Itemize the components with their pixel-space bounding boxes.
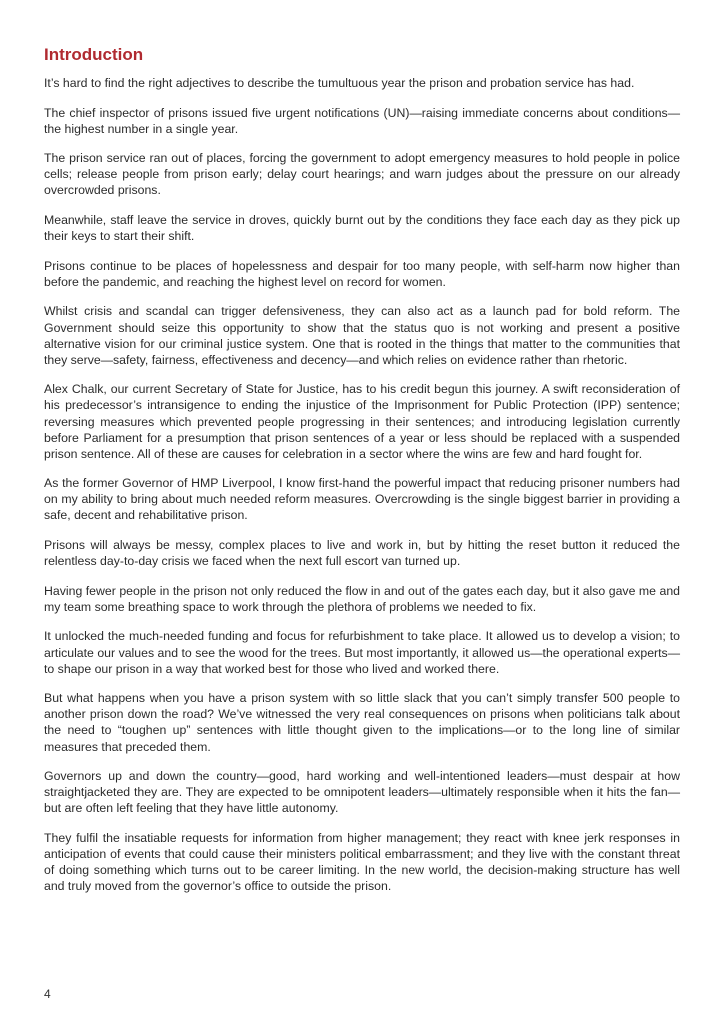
- paragraph: It’s hard to find the right adjectives to describe the tumultuous year the prison and probation service has had.: [44, 76, 635, 90]
- paragraph: As the former Governor of HMP Liverpool, I know first-hand the powerful impact that reducing prisoner numbers had on my ability to bring about much needed reform measures. Overcrowding is the single biggest barrier in providing a safe, decent and rehabilitative prison.: [44, 476, 680, 523]
- paragraph: The prison service ran out of places, forcing the government to adopt emergency measures to hold people in police cells; release people from prison early; delay court hearings; and warn judges about the pressure on our already overcrowded prisons.: [44, 151, 680, 198]
- paragraph: Whilst crisis and scandal can trigger defensiveness, they can also act as a launch pad for bold reform. The Government should seize this opportunity to show that the status quo is not working and present a positive alternative vision for our criminal justice system. One that is rooted in the things that matter to the communities that they serve—safety, fairness, effectiveness and decency—and which relies on evidence rather than rhetoric.: [44, 304, 680, 367]
- paragraph: The chief inspector of prisons issued five urgent notifications (UN)—raising immediate concerns about conditions—the highest number in a single year.: [44, 105, 680, 136]
- section-heading: Introduction: [44, 45, 144, 64]
- paragraph: They fulfil the insatiable requests for information from higher management; they react with knee jerk responses in anticipation of events that could cause their ministers political embarrassment; and they live with the constant threat of doing something which turns out to be career limiting. In the new world, the decision-making structure has well and truly moved from the governor’s office to outside the prison.: [44, 830, 680, 894]
- paragraph: Having fewer people in the prison not only reduced the flow in and out of the gates each day, but it also gave me and my team some breathing space to work through the plethora of problems we needed to fix.: [44, 583, 680, 614]
- page-number: 4: [44, 987, 51, 1001]
- paragraph: Prisons will always be messy, complex places to live and work in, but by hitting the reset button it reduced the relentless day-to-day crisis we faced when the next full escort van turned up.: [44, 538, 680, 569]
- paragraph: It unlocked the much-needed funding and focus for refurbishment to take place. It allowed us to develop a vision; to articulate our values and to see the wood for the trees. But most importantly, it allowed us—the operational experts—to shape our prison in a way that worked best for those who lived and worked there.: [44, 629, 680, 676]
- paragraph: Meanwhile, staff leave the service in droves, quickly burnt out by the conditions they face each day as they pick up their keys to start their shift.: [44, 213, 680, 244]
- paragraph: But what happens when you have a prison system with so little slack that you can’t simply transfer 500 people to another prison down the road? We’ve witnessed the very real consequences on prisons when politicians talk about the need to “toughen up” sentences with little thought given to the implications—or to the long line of similar measures that preceded them.: [44, 691, 680, 754]
- paragraph: Alex Chalk, our current Secretary of State for Justice, has to his credit begun this journey. A swift reconsideration of his predecessor’s intransigence to ending the injustice of the Imprisonment for Public Protection (IPP) sentence; reversing measures which prevented people progressing in their sentences; and introducing legislation currently before Parliament for a presumption that prison sentences of a year or less should be replaced with a suspended prison sentence. All of these are causes for celebration in a sector where the wins are few and hard fought for.: [44, 382, 680, 461]
- paragraph: Governors up and down the country—good, hard working and well-intentioned leaders—must despair at how straightjacketed they are. They are expected to be omnipotent leaders—ultimately responsible when it hits the fan—but are often left feeling that they have little autonomy.: [44, 769, 680, 816]
- paragraph: Prisons continue to be places of hopelessness and despair for too many people, with self-harm now higher than before the pandemic, and reaching the highest level on record for women.: [44, 258, 680, 289]
- page-content: [44, 44, 680, 908]
